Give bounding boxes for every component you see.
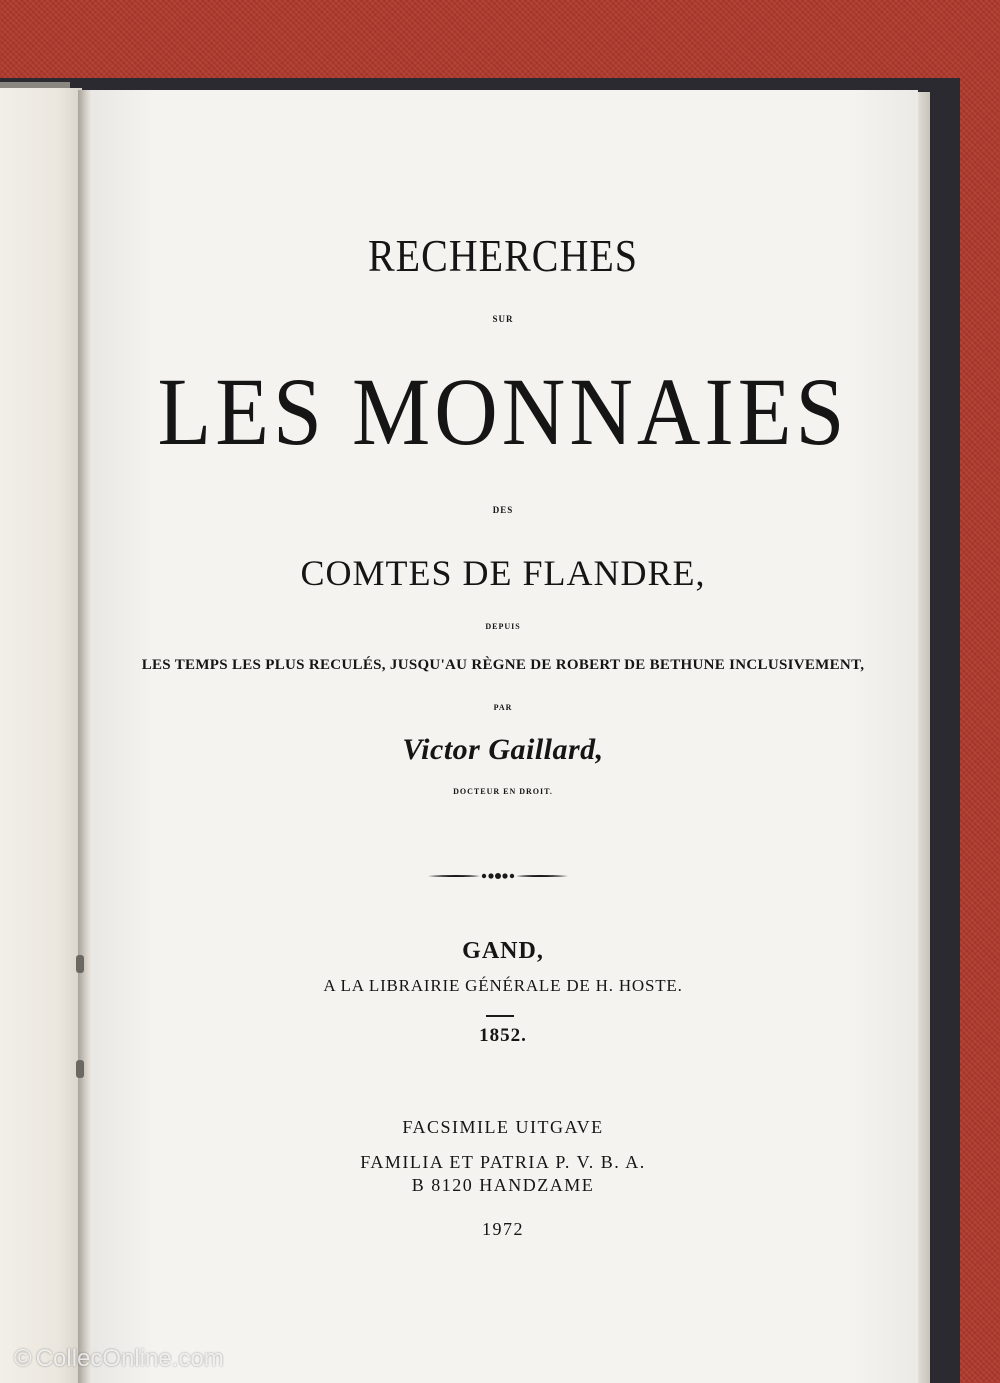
- ornament-divider: [428, 870, 568, 882]
- connector-par: PAR: [493, 703, 513, 712]
- author-title: DOCTEUR EN DROIT.: [453, 787, 553, 796]
- publisher-line: A LA LIBRAIRIE GÉNÉRALE DE H. HOSTE.: [323, 976, 683, 995]
- author-name: Victor Gaillard,: [402, 733, 604, 766]
- watermark: [14, 1342, 224, 1376]
- facsimile-publisher: FAMILIA ET PATRIA P. V. B. A.: [360, 1152, 646, 1172]
- binding-stitch: [76, 955, 84, 973]
- connector-sur: SUR: [492, 314, 514, 324]
- left-page: [0, 88, 82, 1383]
- facsimile-year: 1972: [482, 1219, 524, 1239]
- facsimile-label: FACSIMILE UITGAVE: [402, 1117, 604, 1137]
- main-title: LES MONNAIES: [157, 359, 849, 466]
- subtitle-comtes: COMTES DE FLANDRE,: [300, 553, 706, 593]
- original-year: 1852.: [479, 1025, 527, 1046]
- heading-recherches: RECHERCHES: [367, 229, 639, 282]
- connector-depuis: DEPUIS: [485, 622, 521, 631]
- binding-stitch: [76, 1060, 84, 1078]
- copyright-icon: ©: [14, 1345, 32, 1372]
- connector-des: DES: [492, 505, 514, 515]
- watermark-text: CollecOnline.com: [35, 1345, 224, 1372]
- publication-city: GAND,: [462, 938, 544, 964]
- period-description: LES TEMPS LES PLUS RECULÉS, JUSQU'AU RÈGNE DE ROBERT DE BETHUNE INCLUSIVEMENT,: [141, 657, 865, 673]
- facsimile-address: B 8120 HANDZAME: [411, 1175, 595, 1195]
- short-rule: [486, 1015, 514, 1017]
